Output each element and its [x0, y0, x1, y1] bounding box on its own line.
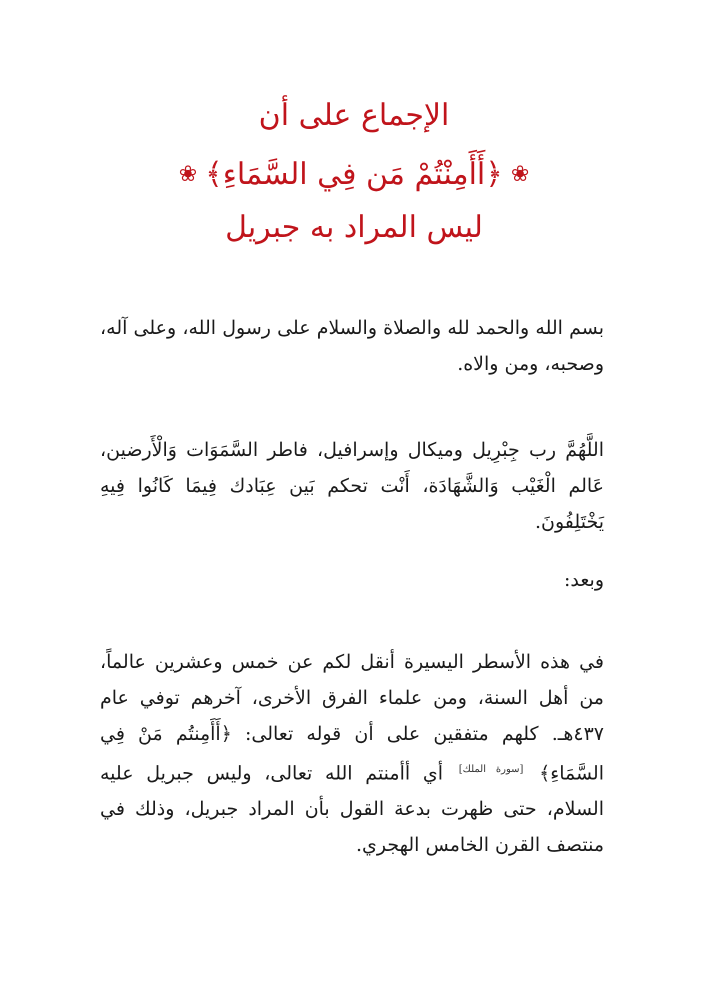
- paragraph-wabaad: وبعد:: [563, 569, 604, 591]
- paragraph-basmala: بسم الله والحمد لله والصلاة والسلام على رسول الله، وعلى آله، وصحبه، ومن والاه.: [100, 317, 604, 375]
- title-block: [0, 88, 708, 256]
- ornament-left-icon: ❀: [178, 162, 198, 187]
- title-line-1: الإجماع على أن: [258, 98, 450, 133]
- title-verse-line: [0, 144, 708, 200]
- paragraph-dua: اللَّهُمَّ رب جِبْرِيل وميكال وإسرافيل، فاطر السَّمَوَات وَالْأَرضين، عَالم الْغَيْب وَالشَّهَادَة، أَنْت تحكم بَين عِبَادك فِيمَا كَانُوا فِيهِ يَخْتَلِفُونَ.: [100, 439, 605, 533]
- paragraph-main-part1: في هذه الأسطر اليسيرة أنقل لكم عن خمس وعشرين عالماً، من أهل السنة، ومن علماء الفرق الأخرى، آخرهم توفي عام ٤٣٧هـ. كلهم متفقين على أن قوله تعالى:: [100, 651, 604, 745]
- title-line-3: ليس المراد به جبريل: [225, 210, 483, 245]
- title-verse: ﴿أَأَمِنْتُمْ مَن فِي السَّمَاءِ﴾: [205, 157, 503, 192]
- paragraph-main: [100, 644, 604, 863]
- paragraph-main-part2: أي أأمنتم الله تعالى، وليس جبريل عليه السلام، حتى ظهرت بدعة القول بأن المراد جبريل، وذلك في منتصف القرن الخامس الهجري.: [100, 762, 604, 857]
- ornament-right-icon: ❀: [510, 162, 530, 187]
- title-verse-wrapper: [179, 147, 530, 203]
- sura-reference: [سورة الملك]: [458, 764, 524, 775]
- inline-verse: ﴿أَأَمِنتُم مَنْ فِي السَّمَاءِ﴾: [100, 723, 604, 785]
